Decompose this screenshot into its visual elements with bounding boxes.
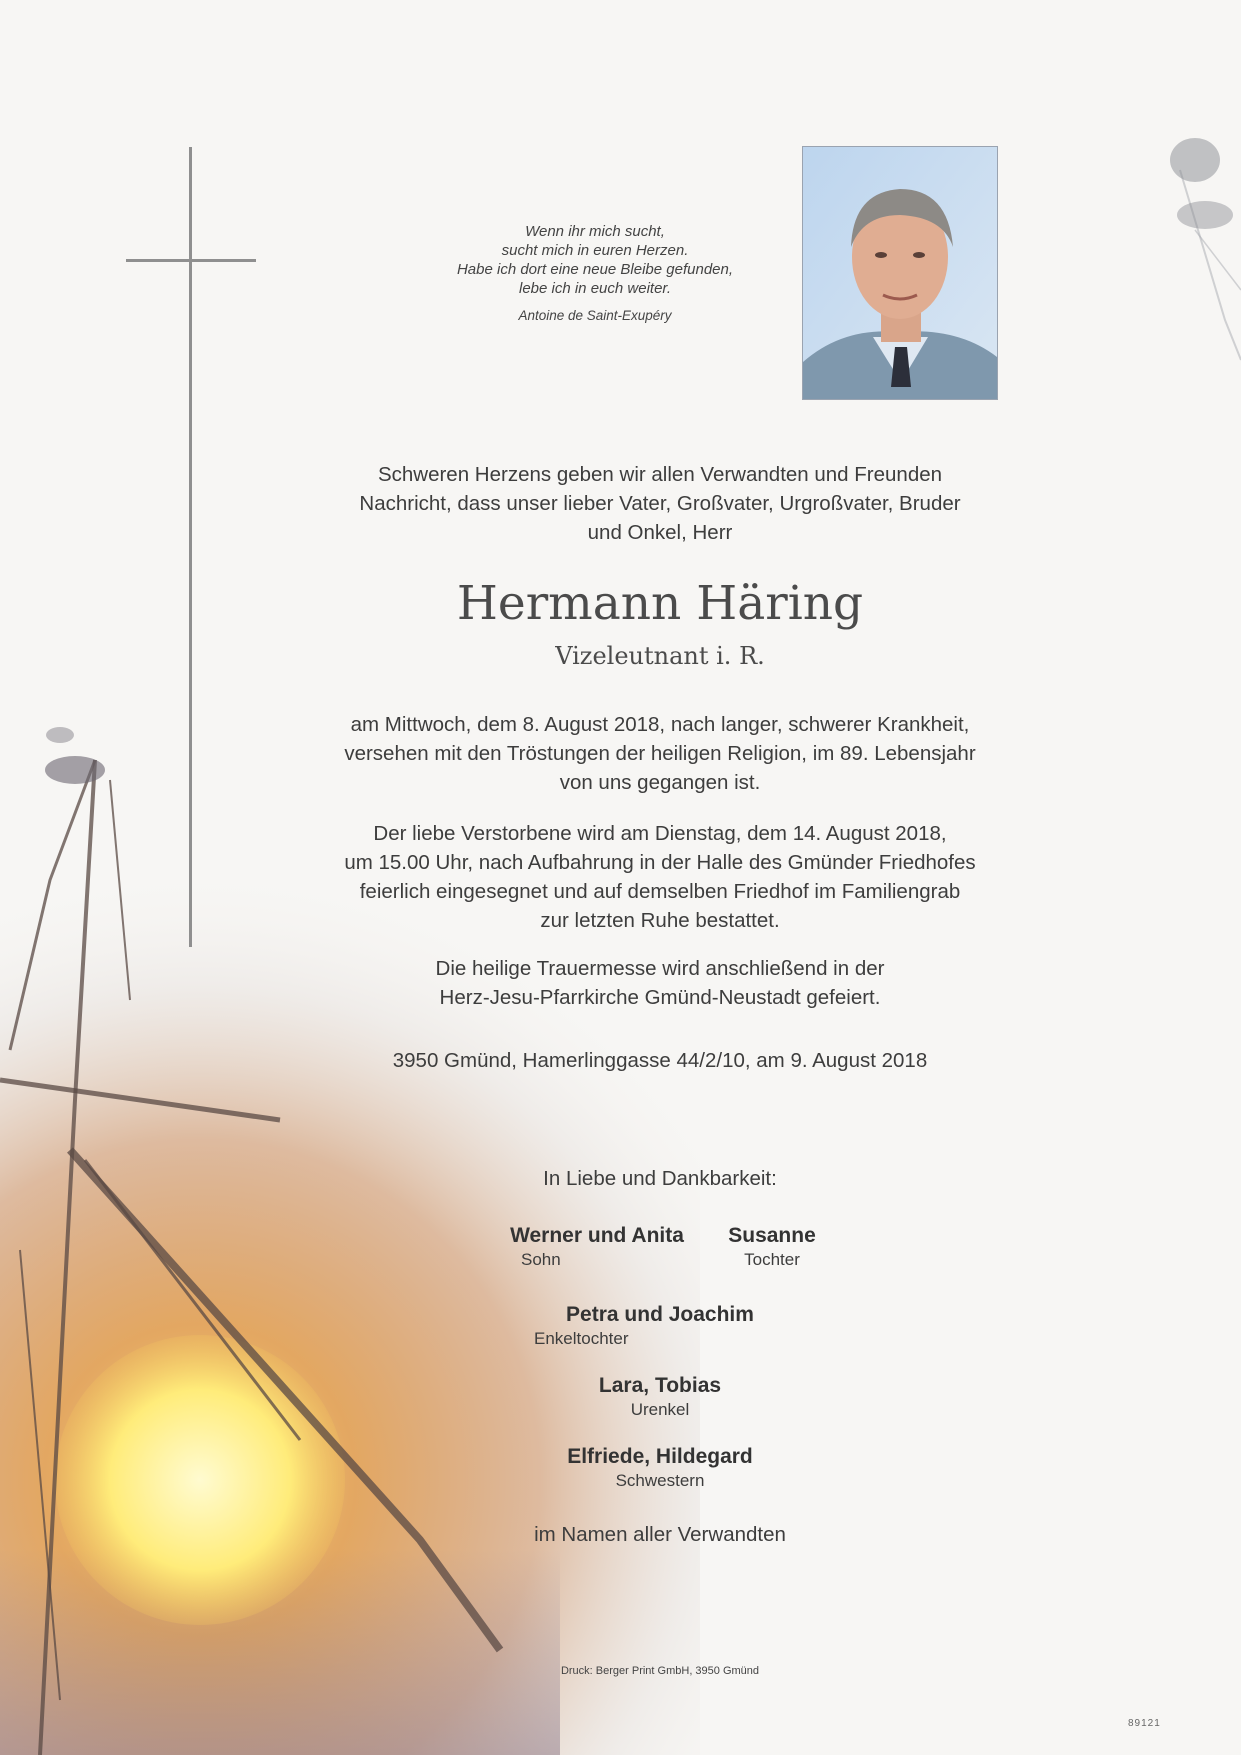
mourner-great-grandchildren — [290, 1373, 1030, 1421]
funeral-line: zur letzten Ruhe bestattet. — [540, 909, 780, 932]
intro-line: Schweren Herzens geben wir allen Verwandten und Freunden — [377, 463, 943, 486]
mourner-sisters — [290, 1444, 1030, 1492]
mourner-name: Susanne — [728, 1224, 816, 1247]
mourner-name: Elfriede, Hildegard — [567, 1445, 753, 1468]
cross-icon-bar — [126, 259, 256, 262]
funeral-line: feierlich eingesegnet und auf demselben Friedhof im Familiengrab — [359, 880, 961, 903]
mourner-role: Schwestern — [615, 1471, 705, 1490]
quote-line: sucht mich in euren Herzen. — [501, 242, 689, 259]
mass-notice — [290, 954, 1030, 1012]
mourner-role: Enkeltochter — [534, 1329, 629, 1348]
closing-text: im Namen aller Verwandten — [534, 1523, 786, 1546]
address-date: 3950 Gmünd, Hamerlinggasse 44/2/10, am 9. August 2018 — [392, 1049, 928, 1072]
quote-line: Habe ich dort eine neue Bleibe gefunden, — [456, 261, 734, 278]
funeral-line: um 15.00 Uhr, nach Aufbahrung in der Halle des Gmünder Friedhofes — [344, 851, 976, 874]
intro-text — [290, 460, 1030, 547]
cross-icon — [189, 147, 192, 947]
quote-line: lebe ich in euch weiter. — [518, 280, 672, 297]
deceased-rank: Vizeleutnant i. R. — [555, 642, 765, 670]
mourner-daughter — [712, 1223, 832, 1271]
mourner-role: Sohn — [521, 1250, 561, 1269]
funeral-notice — [290, 819, 1030, 935]
mourner-role: Tochter — [744, 1250, 800, 1269]
death-line: versehen mit den Tröstungen der heiligen Religion, im 89. Lebensjahr — [344, 742, 976, 765]
death-notice — [290, 710, 1030, 797]
quote-author: Antoine de Saint-Exupéry — [518, 308, 672, 323]
intro-line: Nachricht, dass unser lieber Vater, Großvater, Urgroßvater, Bruder — [359, 492, 961, 515]
mourner-name: Lara, Tobias — [598, 1374, 722, 1397]
printer-credit: Druck: Berger Print GmbH, 3950 Gmünd — [560, 1665, 760, 1677]
intro-line: und Onkel, Herr — [587, 521, 733, 544]
mass-line: Die heilige Trauermesse wird anschließend in der — [435, 957, 885, 980]
mourner-name: Petra und Joachim — [566, 1303, 754, 1326]
quote-line: Wenn ihr mich sucht, — [525, 223, 665, 240]
mourner-granddaughter — [290, 1302, 1030, 1350]
print-code: 89121 — [1128, 1718, 1161, 1729]
deceased-name: Hermann Häring — [456, 576, 864, 631]
mourner-son — [497, 1223, 697, 1271]
mass-line: Herz-Jesu-Pfarrkirche Gmünd-Neustadt gefeiert. — [439, 986, 881, 1009]
mourners-heading: In Liebe und Dankbarkeit: — [543, 1167, 777, 1190]
mourner-role: Urenkel — [630, 1400, 690, 1419]
death-line: von uns gegangen ist. — [559, 771, 761, 794]
mourner-name: Werner und Anita — [510, 1224, 684, 1247]
quote-block — [400, 222, 790, 325]
funeral-line: Der liebe Verstorbene wird am Dienstag, dem 14. August 2018, — [373, 822, 947, 845]
death-line: am Mittwoch, dem 8. August 2018, nach langer, schwerer Krankheit, — [350, 713, 970, 736]
portrait-photo — [802, 146, 998, 400]
